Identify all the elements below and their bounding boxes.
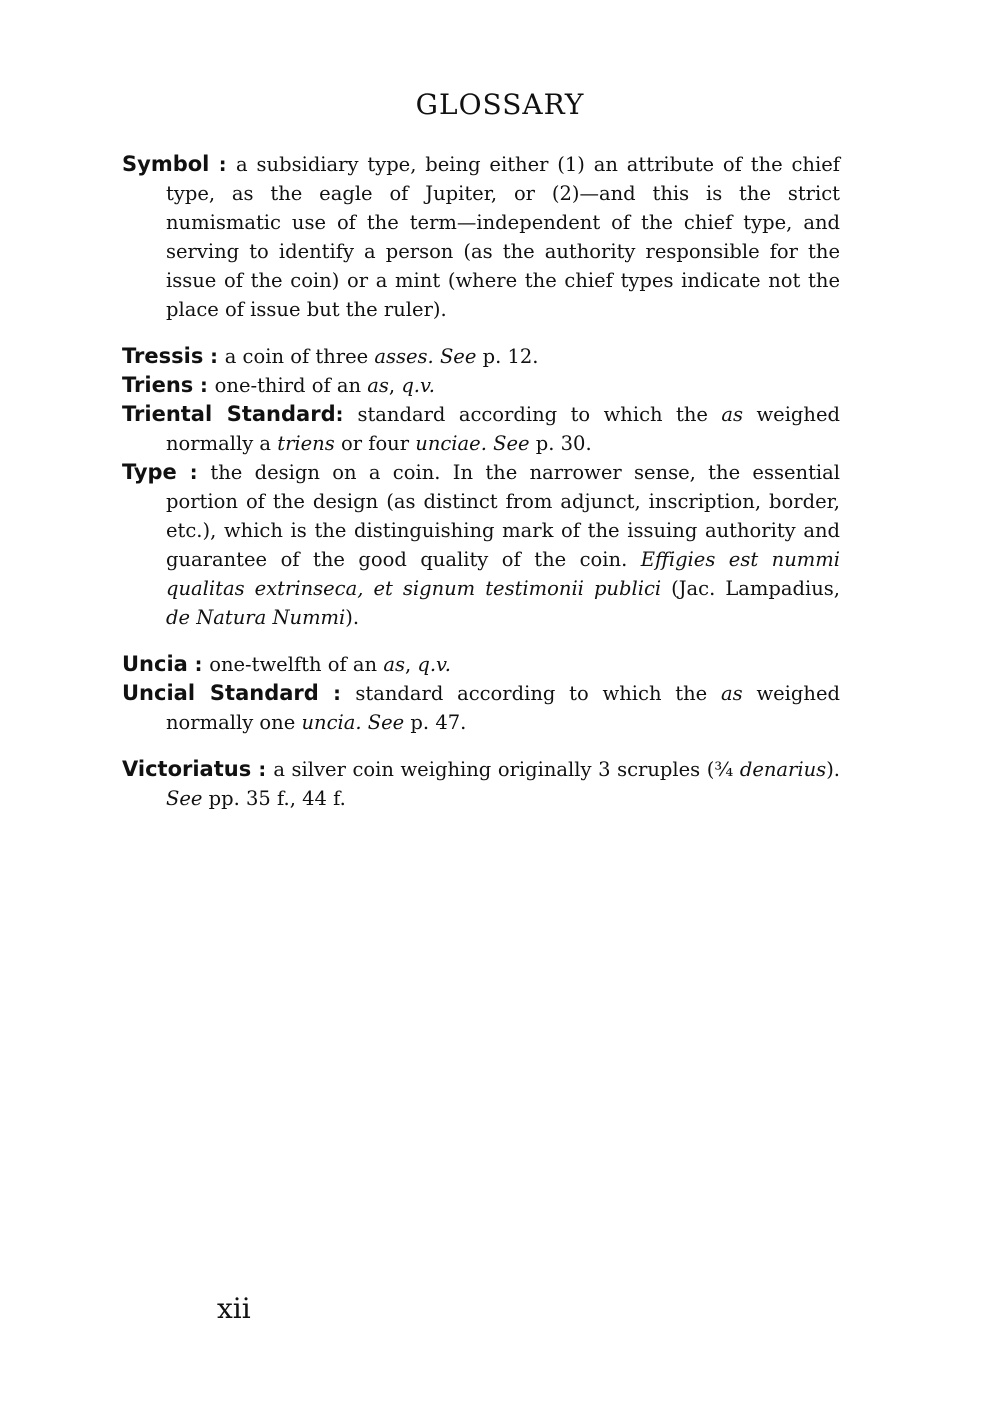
page-number: xii <box>217 1292 251 1325</box>
italic-text: asses. <box>374 345 434 368</box>
definition-text: a silver coin weighing originally 3 scruples ( <box>273 758 715 781</box>
entry-definition: a subsidiary type, being either (1) an attribute of the chief type, as the eagle of Jupiter, or (2)—and this is the strict numismatic use of the term—independent of the chief type, and serving to identify a person (as the authority responsible for the issue of the coin) or a mint (where the chief types indicate not the place of issue but the ruler). <box>166 153 840 321</box>
definition-text: p. 30. <box>529 432 592 455</box>
glossary-entry-victoriatus <box>122 755 840 813</box>
glossary-entry-type <box>122 458 840 632</box>
entry-term: Triens <box>122 373 194 397</box>
glossary-entry-symbol <box>122 150 840 324</box>
italic-text: as <box>721 682 743 705</box>
italic-text: q.v. <box>401 374 435 397</box>
entry-term: Uncia <box>122 652 188 676</box>
entry-colon: : <box>318 682 356 705</box>
italic-text: de Natura Nummi <box>166 606 346 629</box>
definition-text: standard according to which the <box>355 682 722 705</box>
italic-text: as <box>721 403 744 426</box>
italic-text: Effigies est nummi qualitas extrinseca, et signum testimonii publici <box>166 548 841 600</box>
definition-text: ). <box>826 758 840 781</box>
glossary-entries <box>122 150 840 813</box>
definition-text: , <box>388 374 402 397</box>
italic-text: See <box>493 432 530 455</box>
entry-colon: : <box>203 345 225 368</box>
definition-text: pp. 35 f., 44 f. <box>202 787 346 810</box>
entry-definition <box>225 345 539 368</box>
definition-text <box>733 758 740 781</box>
definition-text: p. 12. <box>476 345 539 368</box>
italic-text: triens <box>277 432 335 455</box>
entry-term: Triental Standard <box>122 402 336 426</box>
entry-colon: : <box>187 653 210 676</box>
italic-text: as <box>367 374 389 397</box>
entry-definition <box>166 461 840 629</box>
entry-definition <box>209 653 451 676</box>
definition-text: (Jac. Lampadius, <box>661 577 840 600</box>
entry-term: Type <box>122 460 177 484</box>
entry-colon: : <box>176 461 211 484</box>
entry-term: Victoriatus <box>122 757 252 781</box>
definition-text: the design on a coin. In the narrower sense, the essential portion of the design (as distinct from adjunct, inscription, border, etc.), which is the distinguishing mark of the issuing authority and guarantee of the good quality of the coin. <box>166 461 840 571</box>
definition-text: one-third of an <box>214 374 368 397</box>
definition-text: ). <box>345 606 360 629</box>
italic-text: See <box>367 711 405 734</box>
definition-text: weighed normally one <box>166 682 840 734</box>
entry-term: Tressis <box>122 344 204 368</box>
italic-text: q.v. <box>417 653 451 676</box>
definition-text: p. 47. <box>404 711 467 734</box>
definition-text: one-twelfth of an <box>209 653 384 676</box>
definition-text: or four <box>334 432 416 455</box>
entry-term: Uncial Standard <box>122 681 319 705</box>
definition-text: standard according to which the <box>357 403 722 426</box>
italic-text: See <box>439 345 477 368</box>
italic-text: as <box>383 653 405 676</box>
glossary-entry-triental-standard <box>122 400 840 458</box>
italic-text: denarius <box>739 758 827 781</box>
glossary-entry-uncia <box>122 650 840 679</box>
entry-colon: : <box>209 153 237 176</box>
definition-text: , <box>404 653 418 676</box>
page-title: GLOSSARY <box>415 88 585 121</box>
entry-colon: : <box>193 374 215 397</box>
entry-term: Symbol <box>122 152 210 176</box>
entry-definition <box>215 374 435 397</box>
definition-text: a coin of three <box>224 345 375 368</box>
entry-colon: : <box>251 758 274 781</box>
italic-text: uncia. <box>301 711 362 734</box>
italic-text: unciae. <box>415 432 487 455</box>
italic-text: See <box>166 787 203 810</box>
definition-text: ¾ <box>714 758 734 781</box>
definition-text: weighed normally a <box>166 403 840 455</box>
glossary-entry-triens <box>122 371 840 400</box>
glossary-entry-uncial-standard <box>122 679 840 737</box>
entry-colon: : <box>335 403 358 426</box>
glossary-entry-tressis <box>122 342 840 371</box>
